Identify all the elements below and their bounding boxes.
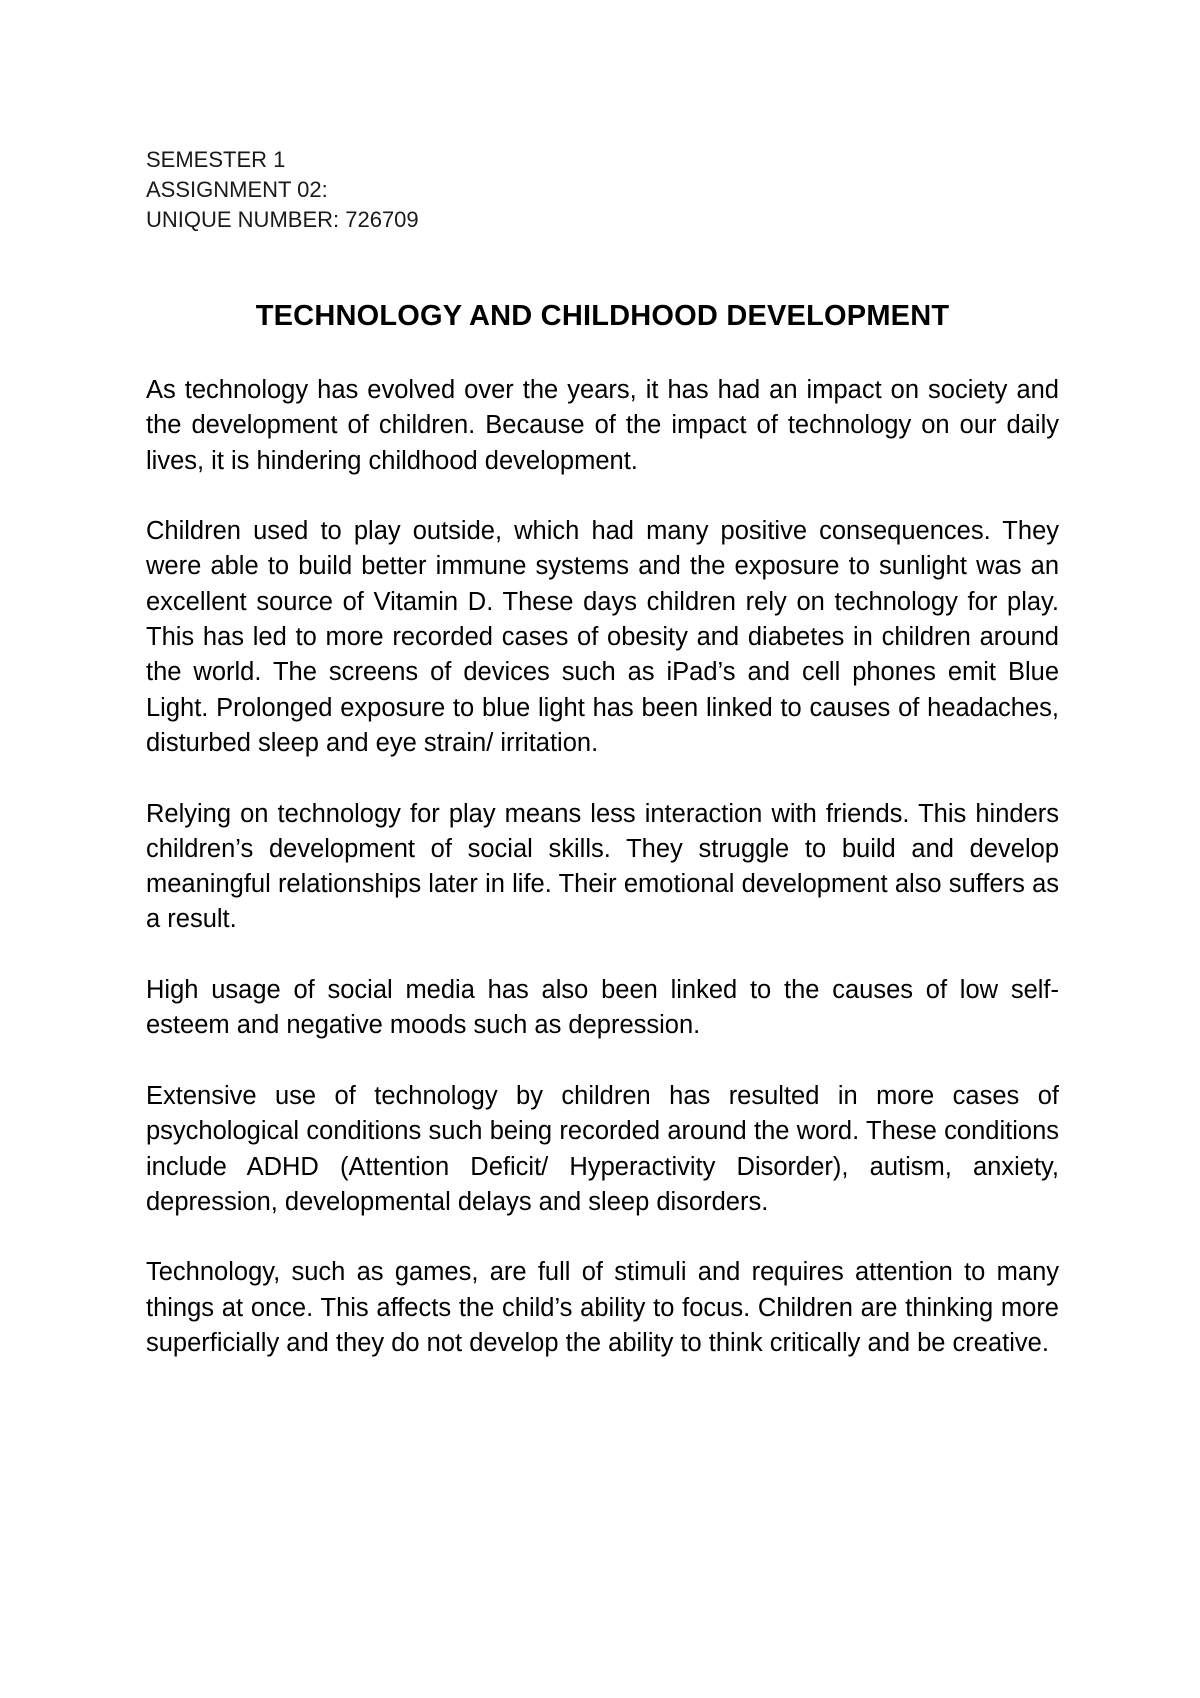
document-header: [146, 145, 1046, 235]
document-title: TECHNOLOGY AND CHILDHOOD DEVELOPMENT: [255, 300, 950, 332]
document-body: [146, 373, 1059, 1397]
paragraph-intro: As technology has evolved over the years, it has had an impact on society and the development of children. Because of the impact of technology on our daily lives, it is hindering childhood development.: [146, 376, 1059, 475]
unique-number-label: UNIQUE NUMBER: 726709: [146, 207, 419, 232]
semester-label: SEMESTER 1: [146, 147, 286, 172]
paragraph-psychological-conditions: Extensive use of technology by children has resulted in more cases of psychological conditions such being recorded around the word. These conditions include ADHD (Attention Deficit/ Hyperactivity Disorder), autism, anxiety, depression, developmental delays and sleep disorders.: [146, 1081, 1059, 1216]
paragraph-focus: Technology, such as games, are full of stimuli and requires attention to many things at once. This affects the child’s ability to focus. Children are thinking more superficially and they do not develop the ability to think critically and be creative.: [146, 1258, 1059, 1358]
paragraph-social-media: High usage of social media has also been linked to the causes of low self-esteem and negative moods such as depression.: [146, 976, 1059, 1040]
assignment-label: ASSIGNMENT 02:: [146, 177, 328, 202]
paragraph-outdoor-play: Children used to play outside, which had many positive consequences. They were able to build better immune systems and the exposure to sunlight was an excellent source of Vitamin D. These days children rely on technology for play. This has led to more recorded cases of obesity and diabetes in children around the world. The screens of devices such as iPad’s and cell phones emit Blue Light. Prolonged exposure to blue light has been linked to causes of headaches, disturbed sleep and eye strain/ irritation.: [146, 517, 1059, 757]
paragraph-social-skills: Relying on technology for play means less interaction with friends. This hinders children’s development of social skills. They struggle to build and develop meaningful relationships later in life. Their emotional development also suffers as a result.: [146, 799, 1059, 934]
